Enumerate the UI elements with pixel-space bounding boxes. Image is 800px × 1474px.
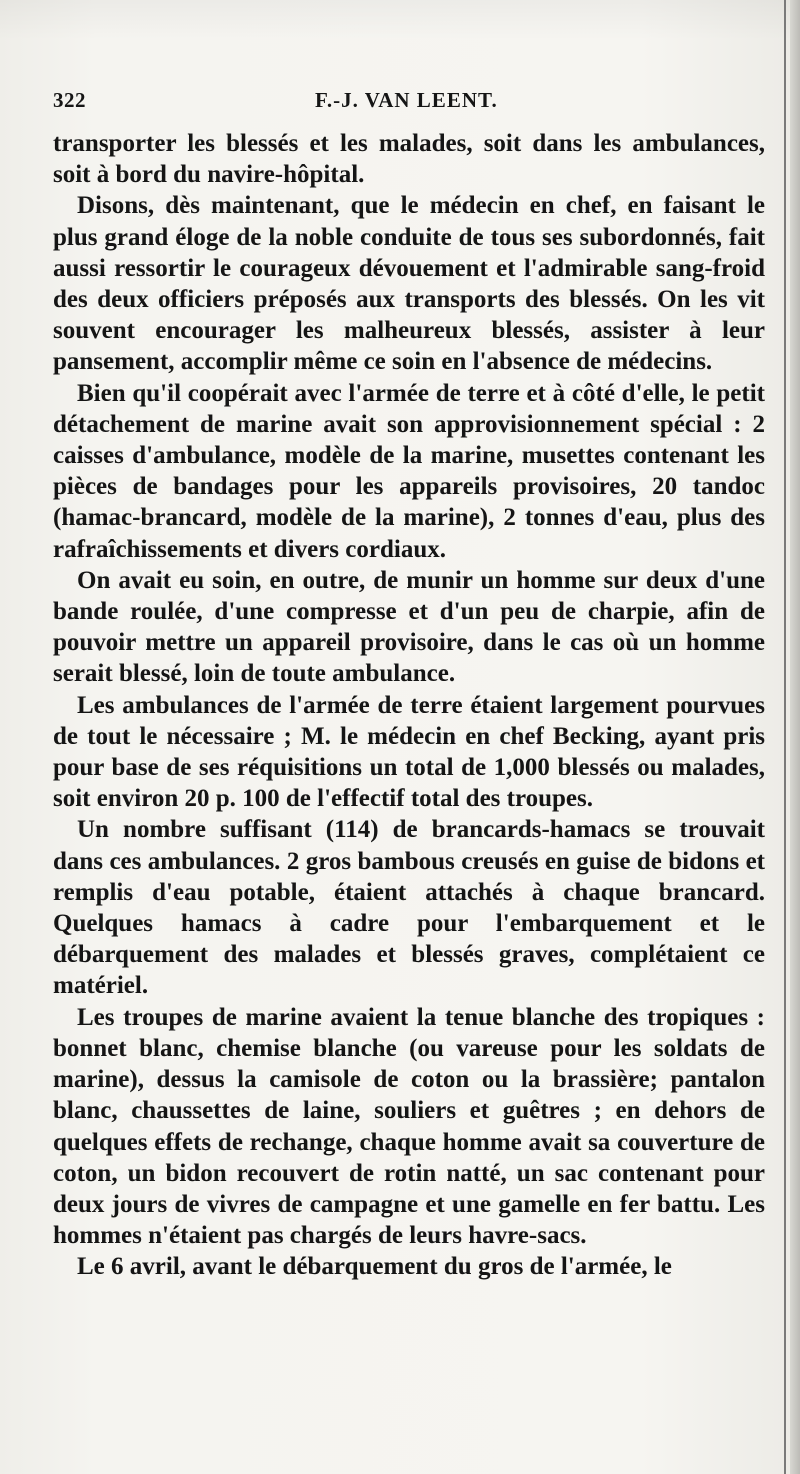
page-binding-edge xyxy=(790,0,800,1474)
paragraph: Un nombre suffisant (114) de brancards-hamacs se trouvait dans ces ambulances. 2 gros bambous creusés en guise de bidons et remplis d'eau potable, étaient attachés à chaque brancard. Quelques hamacs à cadre pour l'embarquement et le débarquement des malades et blessés graves, complétaient ce matériel. xyxy=(53,816,765,1000)
page-edge-line xyxy=(784,0,786,1474)
page-top-shadow xyxy=(0,0,800,40)
paragraph: Les ambulances de l'armée de terre étaient largement pourvues de tout le nécessaire ; M. le médecin en chef Becking, ayant pris pour base de ses réquisitions un total de 1,000 blessés ou malades, soit environ 20 p. 100 de l'effectif total des troupes. xyxy=(53,691,765,813)
paragraph: Le 6 avril, avant le débarquement du gros de l'armée, le xyxy=(77,1253,672,1281)
paragraph: On avait eu soin, en outre, de munir un homme sur deux d'une bande roulée, d'une compresse et d'un peu de charpie, afin de pouvoir mettre un appareil provisoire, dans le cas où un homme serait blessé, loin de toute ambulance. xyxy=(53,566,765,688)
page-header xyxy=(53,88,765,118)
running-head: F.-J. VAN LEENT. xyxy=(315,88,498,112)
page-number: 322 xyxy=(53,88,86,112)
paragraph: Bien qu'il coopérait avec l'armée de terre et à côté d'elle, le petit détachement de marine avait son approvisionnement spécial : 2 caisses d'ambulance, modèle de la marine, musettes contenant les pièces de bandages pour les appareils provisoires, 20 tandoc (hamac-brancard, modèle de la marine), 2 tonnes d'eau, plus des rafraîchissements et divers cordiaux. xyxy=(53,379,765,563)
paragraph: Disons, dès maintenant, que le médecin en chef, en faisant le plus grand éloge de la noble conduite de tous ses subordonnés, fait aussi ressortir le courageux dévouement et l'admirable sang-froid des deux officiers préposés aux transports des blessés. On les vit souvent encourager les malheureux blessés, assister à leur pansement, accomplir même ce soin en l'absence de médecins. xyxy=(53,192,765,376)
paragraph: Les troupes de marine avaient la tenue blanche des tropiques : bonnet blanc, chemise blanche (ou vareuse pour les soldats de marine), dessus la camisole de coton ou la brassière; pantalon blanc, chaussettes de laine, souliers et guêtres ; en dehors de quelques effets de rechange, chaque homme avait sa couverture de coton, un bidon recouvert de rotin natté, un sac contenant pour deux jours de vivres de campagne et une gamelle en fer battu. Les hommes n'étaient pas chargés de leurs havre-sacs. xyxy=(53,1003,765,1250)
paragraph-continuation: transporter les blessés et les malades, soit dans les ambulances, soit à bord du navire-hôpital. xyxy=(53,130,765,189)
body-text xyxy=(53,128,765,1283)
